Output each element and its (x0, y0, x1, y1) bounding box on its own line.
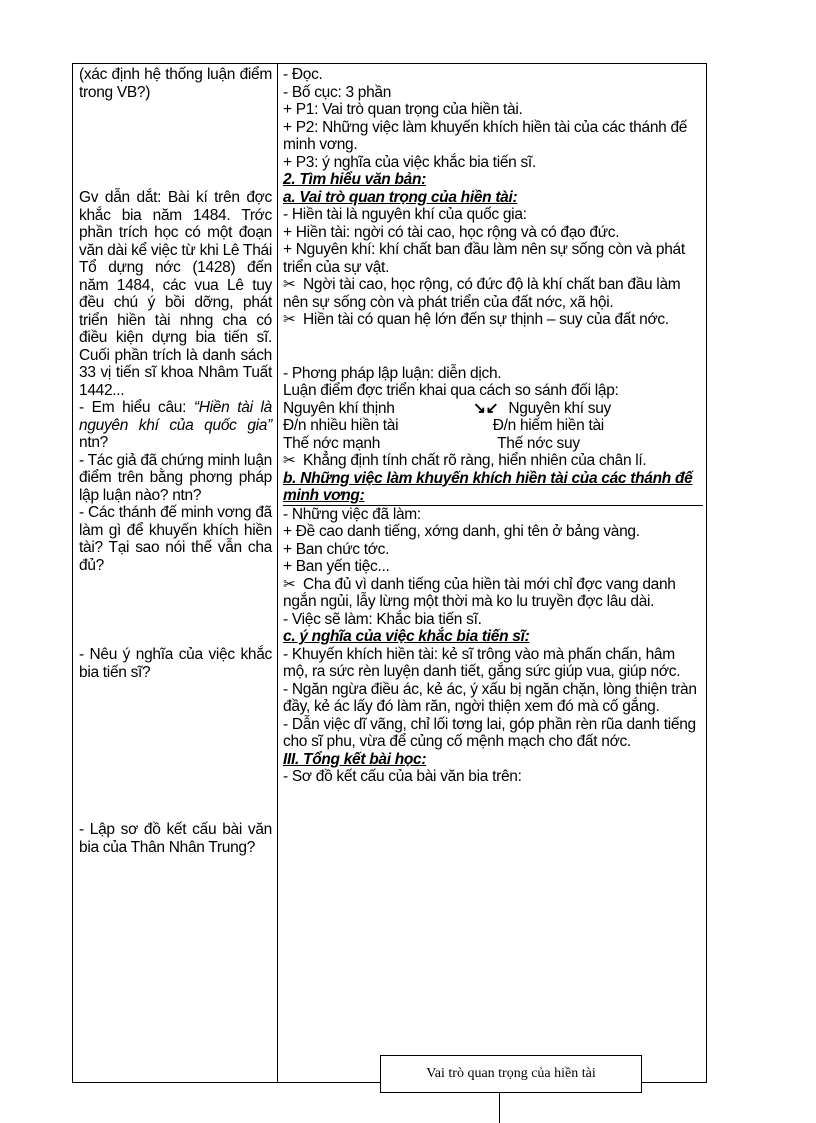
question-structure: (xác định hệ thống luận điểm trong VB?) (79, 66, 272, 101)
comparison-row: Đ/n nhiều hiền tài Đ/n hiếm hiền tài (283, 417, 604, 434)
question-kings: - Các thánh đế minh vơng đã làm gì để khuyến khích hiền tài? Tại sao nói thế vẫn cha đủ? (79, 504, 272, 574)
conclusion-line: ✂ Hiền tài có quan hệ lớn đến sự thịnh – suy của đất nớc. (283, 311, 669, 328)
scissors-icon: ✂ (283, 276, 296, 293)
subheading-c: c. ý nghĩa của việc khắc bia tiến sĩ: (283, 628, 530, 645)
question-meaning: - Nêu ý nghĩa của việc khắc bia tiến sĩ? (79, 646, 272, 681)
content-line: - Những việc đã làm: (283, 505, 421, 523)
subheading-b: b. Những việc làm khuyến khích hiền tài của các thánh đế minh vơng: (283, 470, 703, 506)
content-line: + Ban chức tớc. (283, 540, 390, 558)
content-line: + Hiền tài: ngời có tài cao, học rộng và có đạo đức. (283, 223, 620, 241)
diagram-connector (499, 1093, 500, 1123)
conclusion-line: ✂ Khẳng định tính chất rõ ràng, hiển nhiên của chân lí. (283, 452, 647, 469)
diagram-box: Vai trò quan trọng của hiền tài (380, 1055, 642, 1093)
scissors-icon: ✂ (283, 311, 296, 328)
subheading-a: a. Vai trò quan trọng của hiền tài: (283, 188, 518, 206)
content-line: - Việc sẽ làm: Khắc bia tiến sĩ. (283, 610, 482, 628)
content-line: - Phơng pháp lập luận: diễn dịch. (283, 364, 502, 382)
conclusion-line: ✂ Cha đủ vì danh tiếng của hiền tài mới chỉ đợc vang danh ngắn ngủi, lẫy lừng một thời mà ko lu truyền đợc lâu dài. (283, 575, 676, 610)
teacher-column (79, 66, 272, 856)
question-diagram: - Lập sơ đồ kết cấu bài văn bia của Thân Nhân Trung? (79, 821, 272, 856)
content-line: - Ngăn ngừa điều ác, kẻ ác, ý xấu bị ngăn chặn, lòng thiện tràn đầy, kẻ ác lấy đó làm răn, ngời thiện xem đó mà cố gắng. (283, 680, 697, 715)
content-line: - Sơ đồ kết cấu của bài văn bia trên: (283, 768, 522, 785)
question-quote: - Em hiểu câu: “Hiền tài là nguyên khí của quốc gia” ntn? (79, 399, 272, 451)
part-2: + P2: Những việc làm khuyến khích hiền tài của các thánh đế minh vơng. (283, 118, 688, 153)
comparison-row: Thế nớc mạnh Thế nớc suy (283, 434, 580, 452)
content-line: + Đề cao danh tiếng, xớng danh, ghi tên ở bảng vàng. (283, 523, 640, 540)
comparison-row: Nguyên khí thịnh ↘↙ Nguyên khí suy (283, 399, 612, 417)
read-item: - Đọc. (283, 66, 323, 83)
section-heading-2: 2. Tìm hiểu văn bản: (283, 171, 426, 188)
part-1: + P1: Vai trò quan trọng của hiền tài. (283, 101, 523, 118)
content-line: + Nguyên khí: khí chất ban đầu làm nên sự sống còn và phát triển của sự vật. (283, 241, 685, 276)
column-divider (277, 64, 278, 1082)
part-3: + P3: ý nghĩa của việc khắc bia tiến sĩ. (283, 153, 536, 171)
teacher-intro: Gv dẫn dắt: Bài kí trên đợc khắc bia năm 1484. Trớc phần trích học có một đoạn văn dài kể việc từ khi Lê Thái Tổ dựng nớc (1428) đến năm 1484, các vua Lê tuy đều chú ý bồi dỡng, phát triển hiền tài nhng cha có điều kiện dựng bia tiến sĩ. Cuối phần trích là danh sách 33 vị tiến sĩ khoa Nhâm Tuất 1442... (79, 189, 272, 399)
content-line: - Hiền tài là nguyên khí của quốc gia: (283, 206, 527, 223)
content-line: - Khuyến khích hiền tài: kẻ sĩ trông vào mà phấn chấn, hâm mộ, ra sức rèn luyện danh tiết, gắng sức giúp vua, giúp nớc. (283, 645, 681, 680)
question-method: - Tác giả đã chứng minh luận điểm trên bằng phơng pháp lập luận nào? ntn? (79, 451, 272, 504)
content-line: Luận điểm đợc triển khai qua cách so sánh đối lập: (283, 382, 619, 399)
scissors-icon: ✂ (283, 575, 296, 593)
content-column (283, 66, 703, 786)
content-line: - Dẫn việc dĩ vãng, chỉ lối tơng lai, góp phần rèn rũa danh tiếng cho sĩ phu, vừa để củng cố mệnh mạch cho đất nớc. (283, 715, 696, 750)
conclusion-line: ✂ Ngời tài cao, học rộng, có đức độ là khí chất ban đầu làm nên sự sống còn và phát triển của đất nớc, xã hội. (283, 276, 681, 311)
content-line: + Ban yến tiệc... (283, 558, 390, 575)
section-heading-3: III. Tổng kết bài học: (283, 750, 427, 768)
converging-arrows-icon: ↘↙ (473, 399, 499, 417)
lesson-table (72, 63, 707, 1083)
layout-item: - Bố cục: 3 phần (283, 83, 392, 101)
scissors-icon: ✂ (283, 452, 296, 469)
